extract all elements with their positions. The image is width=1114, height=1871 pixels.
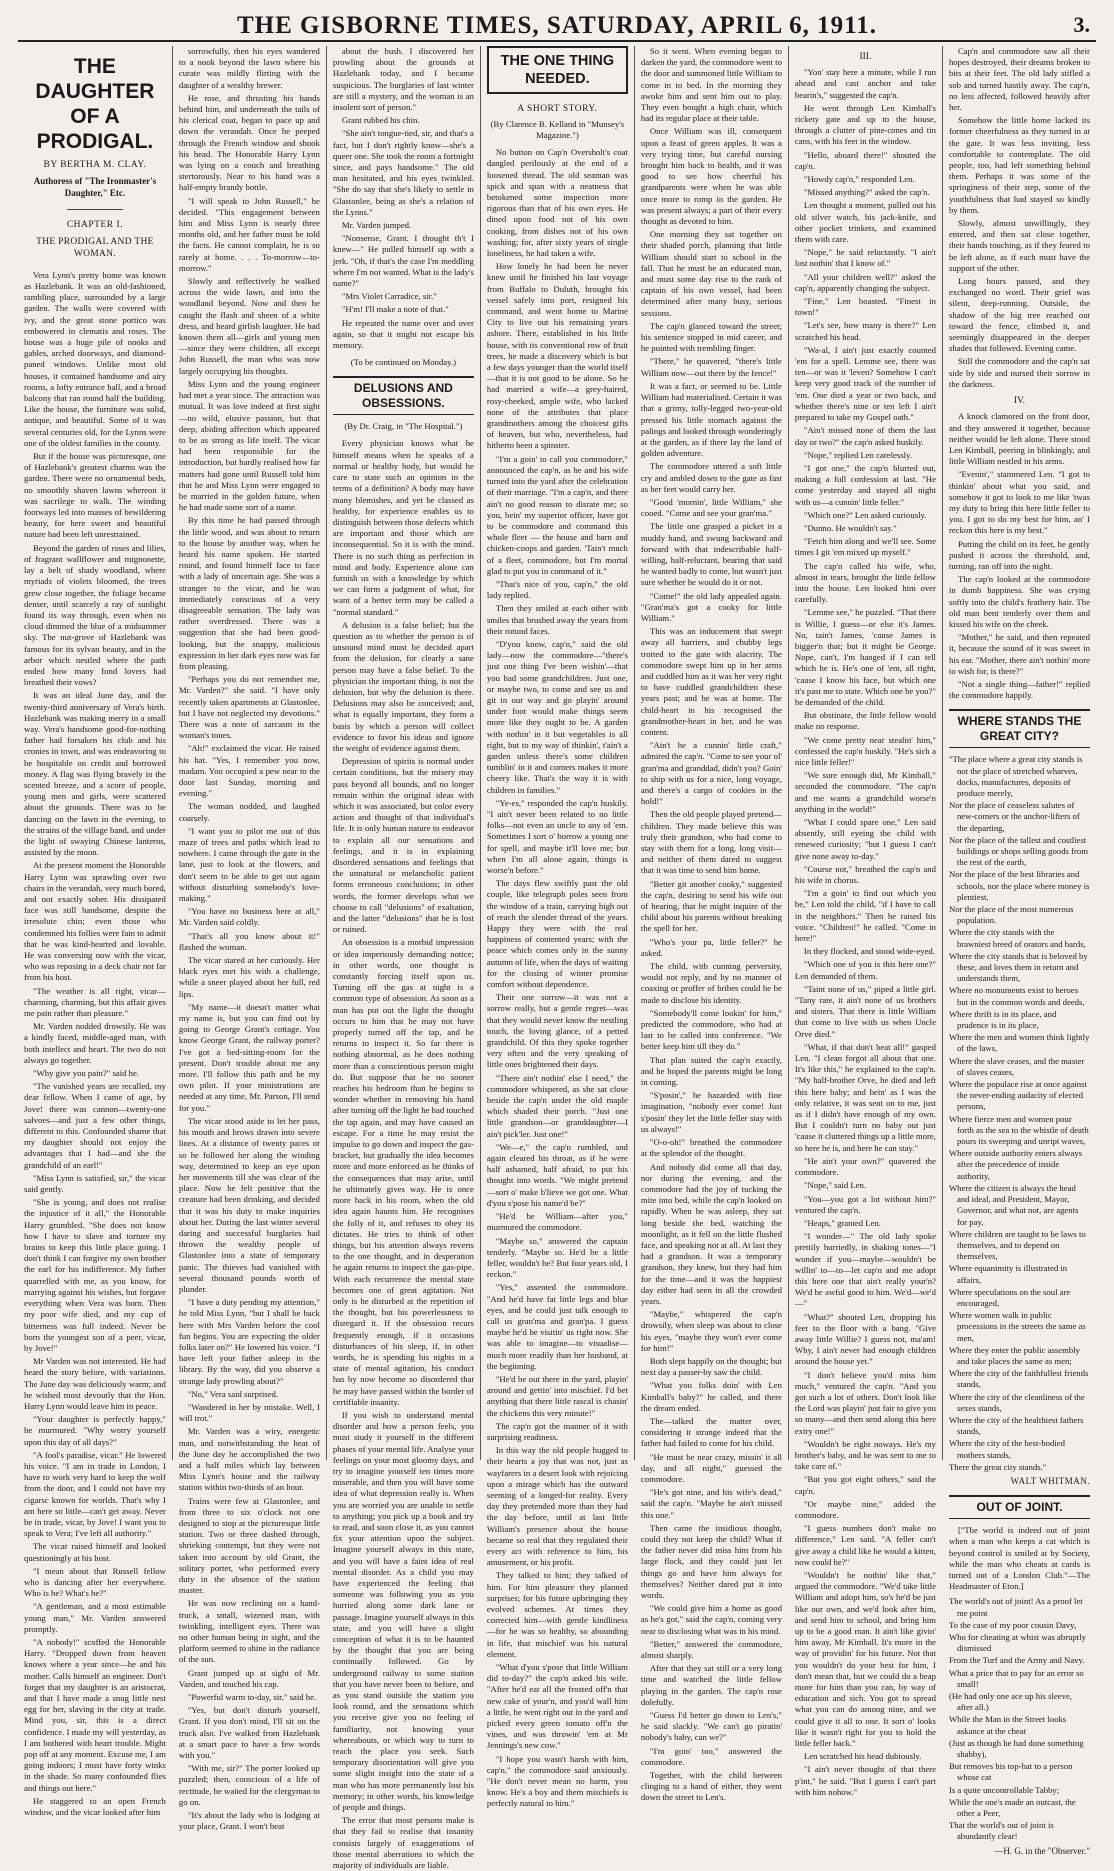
delusions-body (333, 438, 474, 1871)
paragraph: It was a fact, or seemed to be. Little William had materialised. Certain it was that a grimy, tolly-legged two-year-old pressed his little stomach against the palings and looked through wonderingly at the garden, as if there lay the land of golden adventure. (640, 380, 782, 459)
paragraph: "I will speak to John Russell," he decided. "This engagement between him and Miss Lynn is nearly three months old, and her father must be told the facts. He cannot complain, he is so rarely at home. . . . To-morrow—to-morrow." (178, 195, 320, 273)
paragraph: Then came the insidious thought, could they not keep the child? What if the father never did miss him from his large flock, and they could just let things go and have him always for themselves? Neither dared put it into words. (640, 1522, 782, 1601)
paragraph: That the world's out of joint is abundantly clear! (948, 1820, 1054, 1842)
paragraph: So it went. When evening began to darken the yard, the commodore went to the door and summoned little William to come in to bed. In the morning they awoke him and sent him out to play. They even bought a high chair, which had its regular place at their table. (640, 46, 782, 124)
paragraph: Putting the child on its feet, he gently pushed it across the threshold, and, turning, ran off into the night. (948, 538, 1090, 571)
paragraph: Their one sorrow—it was not a sorrow really, but a gentle regret—was that they would never know the nestling touch, the loving glance, of a petted grandchild. Of this they spoke together very often and the very speaking of little ones brightened their days. (486, 992, 628, 1070)
column-2 (172, 46, 326, 1832)
paragraph: "Better," answered the commodore, almost sharply. (640, 1638, 782, 1661)
paragraph: "Heaps," granted Len. (803, 1217, 881, 1228)
paragraph: "Yon' stay here a minute, while I run ahead and cast anchor and take bearin's," suggested the cap'n. (794, 67, 936, 100)
paragraph: "We—e," the cap'n rumbled, and again cleared his throat, as if he were half ashamed, half afraid, to put his thought into words. "We might pretend—sort o' make b'lieve we got one. What d'you s'pose his name'd be?" (486, 1141, 628, 1208)
daughter-byline: BY BERTHA M. CLAY. (43, 160, 147, 170)
paragraph: "He'd be out there in the yard, playin' around and gettin' into mischief. I'd bet anything that there little rascal is chasin' the chickens this very minute!" (486, 1373, 628, 1418)
paragraph: "He's got nine, and his wife's dead," said the cap'n. "Maybe he ain't missed this one." (640, 1487, 782, 1520)
paragraph: The cap'n called his wife, who, almost in tears, brought the little fellow into the house. Len looked him over carefully. (794, 560, 936, 605)
paragraph: "What d'you s'pose that little William did to-day?" the cap'n asked his wife. "After he'd eat all the frosted off'n that new cake of your'n, and you'd wall him a little, he went right out in the yard and picked every green tomato off'n the vines, and was throwin' 'em at Mr Jennings's new cow." (486, 1662, 628, 1751)
joint-headline: OUT OF JOINT. (949, 1495, 1090, 1519)
to-be-continued: (To be continued on Monday.) (350, 357, 456, 368)
city-poem (949, 754, 1090, 1473)
paragraph: The days flew swiftly past the old couple, like telegraph poles seen from the window of a train, carrying high out of reach the slender thread of the years. Happy they were with the real happiness of contented years; with the peace which comes only in the sunny autumn of life, when the days of waiting for the closing of winter promise comfort without dependence. (486, 878, 628, 990)
paragraph: "You—you got a lot without him?" ventured the cap'n. (794, 1193, 936, 1215)
column-7 (942, 46, 1096, 1856)
daughter-body-col3 (333, 46, 474, 351)
paragraph: "Howdy cap'n," responded Len. (803, 174, 915, 185)
paragraph: Still the commodore and the cap'n sat side by side and nursed their sorrow in the darkness. (948, 356, 1090, 389)
part-four: IV. (1013, 396, 1026, 407)
paragraph: Nor the place of the best libraries and schools, nor the place where money is plentiest, (948, 869, 1090, 902)
paragraph: "Yes," assented the commodore. "And he'd have fat little legs and blue eyes, and he could just talk enough to call us gran'ma and gran'pa. I guess maybe he'd be visitin' us right now. She was able to imagine—to visualise—much more readily than her husband, at the beginning. (486, 1282, 628, 1371)
paragraph: Grant jumped up at sight of Mr. Varden, and touched his cap. (178, 1667, 320, 1689)
paragraph: Then they smiled at each other with smiles that brushed away the years from their rotund faces. (486, 603, 628, 636)
paragraph: The child, with cunning perversity, would not reply, and by no manner of coaxing or proffer of bribes could he be made to disclose his identity. (640, 961, 782, 1005)
paragraph: Every physician knows what he himself means when he speaks of a normal or healthy body, but would he care to state such an opinion in the terms of a definition? A body may have many blemishes, and yet be classed as healthy, for experience enables us to distinguish between those defects which are important and those which are inconsequential. So it is with the mind. There is no such thing as perfection in mind and body. Experience alone can furnish us with a knowledge by which we can form a judgment of what, for want of a better term may be called a "normal standard." (332, 438, 474, 617)
paragraph: "Who's your pa, little feller?" he asked. (640, 936, 782, 958)
paragraph: "My name—it doesn't matter what my name is, but you can find out by going to George Grant's cottage. You know George Grant, the railway porter? I've got a bed-sitting-room for the present. Don't trouble about me any more. I'll follow this path and be my own pilot. If your ministrations are needed at any time, Mr. Parson, I'll send for you." (178, 1001, 320, 1113)
paragraph: That plan suited the cap'n exactly, and he hoped the parents might be long in coming. (640, 1054, 782, 1088)
paragraph: While the one's made an outcast, the other a Peer, (948, 1796, 1076, 1819)
paragraph: Mr Varden was not interested. He had heard the story before, with variations. The June day was deliciously warm; and he wished most devoutly that the Hon. Harry Lynn would leave him in peace. (24, 1356, 166, 1411)
paragraph: Mr. Varden was a wiry, energetic man, and notwithstanding the heat of the June day he accomplished the two and a half miles which lay between Miss Lynn's house and the railway station within two-thirds of an hour. (178, 1426, 320, 1493)
paragraph: Long hours passed, and they exchanged no word. Their grief was silent, deep-running. Outside, the shadow of the big tree reached out toward the fence, climbed it, and seemingly disappeared in the deeper shades that followed. Evening came. (948, 276, 1090, 354)
paragraph: "But you got eight others," said the cap'n. (794, 1474, 936, 1496)
paragraph: "Mrs Violet Carradice, sir." (341, 291, 437, 302)
delusions-headline: DELUSIONS AND OBSESSIONS. (333, 376, 474, 415)
paragraph: Mr. Varden jumped. (341, 220, 412, 231)
paragraph: "Somebody'll come lookin' for him," predicted the commodore, who had at last to be called into conference. "We better keep him till they do." (640, 1007, 782, 1052)
daughter-body-col2 (179, 46, 320, 1832)
divider (67, 209, 124, 210)
paragraph: "S'posin'," he hazarded with fine imagination, "nobody ever come! Just s'posin' they let the little feller stay with us always!" (640, 1090, 782, 1134)
paragraph: No button on Cap'n Oversholt's coat dangled perilously at the end of a loosened thread. The old seaman was spick and span with a neatness that betokened some inspection more rigorous than that of his own eyes. He dined upon food not of his own cooking, from dishes not of his own washing; for, after sixty years of single loneliness, he had taken a wife. (486, 147, 628, 259)
paragraph: "Maybe," whispered the cap'n drowsily, when sleep was about to close his eyes, "maybe they won't ever come for him!" (640, 1309, 782, 1353)
paragraph: "Not a single thing—father!" replied the commodore happily. (948, 678, 1090, 701)
column-4 (480, 46, 634, 1809)
paragraph: "Course not," breathed the cap'n and his wife in chorus. (794, 863, 936, 886)
paragraph: "She ain't tongue-tied, sir, and that's a fact, but I don't rightly know—she's a queer one. She took the room a fortnight since, and pays handsome." The old man hesitated, and his eyes twinkled. "She do say that she's likely to settle in Glastonlee, being as she's a relation of the Lynns." (332, 128, 474, 217)
paragraph: "A fool's paradise, vicar." He lowered his voice. "I am in trade in London, I have to work very hard to keep the wolf from the door, and I could not have my cigarsc known for worlds. That's why I am here so little—can't get away. Never be in trade, vicar, by Jove! I want you to speak to Vera; I've left all authority." (24, 1449, 166, 1539)
paragraph: Slowly and reflectively he walked across the wide lawn, and into the woodland beyond. Now and then he caught the flash and sheen of a white dress, and heard girlish laughter. He had known them all—girls and young men—since they were children, all except John Russell, the man who was now largely occupying his thoughts. (178, 276, 320, 376)
city-headline: WHERE STANDS THE GREAT CITY? (949, 709, 1090, 748)
paragraph: The—talked the matter over, considering it strange indeed that the father had failed to come for his child. (640, 1415, 782, 1449)
chapter-title: THE PRODIGAL AND THE WOMAN. (36, 237, 154, 259)
daughter-headline: THE DAUGHTER OF A PRODIGAL. (35, 55, 155, 153)
paragraph: Where fierce men and women pour forth as the sea to the whistle of death pours its sweeping and unript waves, (948, 1113, 1089, 1147)
paragraph: Where the slave ceases, and the master of slaves ceases, (948, 1055, 1085, 1077)
column-3 (326, 46, 480, 1871)
paragraph: Where the men and women think lightly of the laws, (948, 1032, 1090, 1054)
paragraph: "Or maybe nine," added the commodore. (794, 1498, 936, 1520)
daughter-author-note: Authoress of "The Ironmaster's Daughter," Etc. (33, 176, 157, 199)
paragraph: "Perhaps you do not remember me, Mr. Varden?" she said. "I have only recently taken apartments at Glastonlee, but I have not neglected my devotions." There was a note of sarcasm in the woman's tones. (178, 674, 320, 741)
paragraph: "I'm a goin' to find out which you be," Len told the child, "if I have to call in the neighbors." Then he raised his voice. "Children!" he called. "Come in here!" (794, 888, 936, 944)
paragraph: "Yes, but don't disturb yourself, Grant. If you don't mind, I'll sit on the truck also. I've walked from Hazlebank at a smart pace to have a few words with you." (178, 1705, 320, 1761)
part-three: III. (859, 52, 872, 62)
paragraph: (He had only one ace up his sleeve, after all.) (948, 1691, 1072, 1713)
paragraph: "I'm goin' too," answered the commodore. (640, 1745, 782, 1767)
paragraph: "Hello, aboard there!" shouted the cap'n. (794, 149, 936, 171)
paragraph: What a price that to pay for an error so small! (948, 1667, 1084, 1689)
paragraph: "Ain't he a cunnin' little craft," admired the cap'n. "Come to see your ol' gran'ma and granddad, didn't you? Goin' to ship with us for a nice, long voyage, and there's a cargo of cookies in the hold!" (640, 740, 782, 807)
paragraph: "That's nice of you, cap'n," the old lady replied. (486, 578, 628, 601)
paragraph: "The vanished years are recalled, my dear fellow. When I came of age, by Jove! there was cannon—twenty-one salvoes—and just a few other things, different to this. Confounded shame that my daughter should not enjoy the advantages that I had—and she the grandchild of an earl!" (24, 1081, 166, 1170)
paragraph: Is a quite uncontrollable Tabby; (948, 1784, 1060, 1795)
paragraph: "Let's see, how many is there?" Len scratched his head. (794, 320, 936, 342)
paragraph: "Lemme see," he puzzled. "That there is Willie, I guess—or else it's James. No, tain't James, 'cause James is bigger'n that; but it might be George. Nope, can't, I'm hanged if I can tell which he is. He's one of 'em, all right, 'cause I know his face, but which one it's past me to state. Which one be you?" he demanded of the child. (794, 607, 936, 707)
newspaper-title: THE GISBORNE TIMES, SATURDAY, APRIL 6, 1911. (236, 12, 877, 39)
paragraph: The vicar stood aside to let her pass, his mouth and brows drawn into severe lines. At a distance of twenty paces or so he followed her along the winding way, determined to keep an eye upon her movements till she was clear of the place. Now he felt positive that the creature had been drinking, and decided that it was his duty to make inquiries about her. During the last winter several daring and successful burglaries had thrown the wealthy people of Glastonlee into a state of temporary panic. The thieves had vanished with several thousand pounds worth of plunder. (178, 1115, 320, 1294)
onething-credit: (By Clarence B. Kelland in "Munsey's Magazine.") (490, 119, 625, 141)
paragraph: Mr. Varden nodded drowsily. He was a kindly faced, middle-aged man, with both intellect and heart. The two do not always go together. (24, 1021, 166, 1065)
paragraph: "O-o-oh!" breathed the commodore at the splendor of the thought. (640, 1137, 782, 1159)
paragraph: Where outside authority enters always after the precedence of inside authority, (948, 1148, 1083, 1181)
paragraph: "H'm! I'll make a note of that." (341, 304, 449, 315)
paragraph: "She is young, and does not realise the injustice of it all," the Honorable Harry grumbled. "She does not know how I have to slave and torture my brains to keep this little place going. I don't think I can forgive my own brother the earl for his indifference. My father quarrelled with me, as you know, for marrying against his wishes, but forgave everything when Vera was born. Then my poor wife died, and my cup of bitterness was full indeed. Never be born the youngest son of a peer, vicar, by Jove!" (24, 1197, 166, 1353)
paragraph: Where the city of the faithfullest friends stands, (948, 1368, 1089, 1390)
joint-poem (949, 1596, 1090, 1842)
paragraph: "Nope," said Len. (803, 1180, 867, 1191)
onething-subtitle: A SHORT STORY. (517, 104, 598, 114)
paragraph: "D'you know, cap'n," said the old lady—now the commodore—"there's just one thing I've been wishin'—that you had some grandchildren. Just one, or maybe two, to come and see us and git in our way and go playin' around under foot would make things seem more like they ought to be. A garden with nothin' in it but vegetables is all right, but to my way of thinkin', t'ain't a garden unless there's some children tumblin' in it and corners makes it more cheery like. That's the way it is with children in families." (486, 638, 628, 795)
paragraph: Nor the place of the most numerous population. (948, 904, 1074, 926)
paragraph: Nor the place of the tallest and costliest buildings or shops selling goods from the rest of the earth, (948, 834, 1088, 868)
paragraph: They talked to him; they talked of him. For him pleasure they planned surprises; for his future upbringing they evolved schemes. At times they corrected him—with gentle kindliness—for he was so healthy, so abounding in life, that mischief was his natural element. (486, 1570, 628, 1659)
paragraph: Where children are taught to be laws to themselves, and to depend on themselves, (948, 1228, 1086, 1262)
paragraph: One morning they sat together on their shaded porch, planning that little William should start to school in the fall. That he must be an educated man, and must some day rise to the rank of captain of his own vessel, had been determined after many busy, serious sessions. (640, 229, 782, 318)
paragraph: But if the house was picturesque, one of Hazlebank's greatest charms was the garden. There were no ornamental beds, no smoothly shaven lawns whereon it was sacrilege to walk. The winding footways led into masses of bewildering beauty, for here sweet and beautiful nature had been left unrestrained. (24, 451, 166, 540)
paragraph: Together, with the child between clinging to a hand of either, they went down the street to Len's. (640, 1770, 782, 1803)
paragraph: Then the old people played pretend—children. They made believe this was truly their grandson, who had come to stay with them for a long, long visit—and neither of them dared to suggest that it was time to send him home. (640, 809, 782, 876)
paragraph: And nobody did come all that day, nor during the evening, and the commodore had the joy of tucking the mite into bed, while the cap'n looked on rapidly. When he was asleep, they sat long beside the bed, watching the moonlight, as it fell on the little flushed face, and speaking not at all. At last they had a grandson. It was a temporary grandson, they knew, but they had him for the time—and it was the happiest day either had seen in all the crowded years. (640, 1161, 782, 1306)
paragraph: It was an ideal June day, and the twenty-third anniversary of Vera's birth. Hazlebank was making merry in a small way. Vera's handsome good-for-nothing father had forsaken his club and his cronies in town, and was endeavoring to be hospitable on credit and borrowed money. A flag was flying bravely in the scented breeze, and a score of people, young men and girls, were scattered about the grounds. There was to be dancing on the lawn in the evening, to the strains of the village band, and under the light of swaying Chinese lanterns, assisted by the moon. (24, 690, 166, 858)
paragraph: "Dunno. He wouldn't say." (803, 522, 897, 533)
paragraph: He repeated the name over and over again, so that it might not escape his memory. (332, 317, 474, 351)
paragraph: "Nonsense, Grant. I thought th't I knew—" He pulled himself up with a jerk. "Oh, if that's the case I'm meddling where I'm not wanted. What is the lady's name?" (332, 233, 474, 289)
paragraph: Depression of spirits is normal under certain conditions, but the misery may pass beyond all bounds, and no longer remain within the original ideas with which it was associated, but color every action and thought of that individual's life. It is only human nature to endeavor to explain all our sensations and feelings, and it is in explaining disordered sensations and feelings that the unnatural or melancholic patient forms erroneous conclusions; in other words, the former develops what we choose to call "delusions" of exaltation, and the latter "delusions" that he is lost or ruined. (332, 756, 474, 935)
paragraph: Somehow the little home lacked its former cheerfulness as they turned in at the gate. It was less inviting, less comfortable to contemplate. The old people, too, had left something behind them. Perhaps it was some of the springiness of their step, some of the youthfulness that had stayed so kindly by them. (948, 115, 1090, 215)
paragraph: Nor the place of ceaseless salutes of new-comers or the anchor-lifters of the departing, (948, 800, 1080, 833)
paragraph: "Nope," replied Len carelessly. (803, 449, 913, 460)
paragraph: He was now reclining on a hand-truck, a small, wizened man, with twinkling, intelligent eyes. There was no other human being in sight, and the platform seemed to shine in the radiance of the sun. (178, 1598, 320, 1665)
paragraph: An obsession is a morbid impression or idea imperiously demanding notice; in other words, one thought is constantly forcing itself upon us. Turning off the gas at night is a common type of obsession. As soon as a man has put out the light the thought occurs to him that he may not have properly turned off the tap, and he returns to inspect it. So far there is nothing abnormal, as he does nothing more than a conscientious person might do. But suppose that he no sooner reaches his bedroom than he begins to wonder whether in removing his hand after turning off the light he had touched the tap again, and may have caused an escape. For a time he may resist the impulse to go down and inspect the gas-bracket, but gradually the idea becomes more and more enforced as he thinks of the consequences that may arise, until he ultimately gives way. He is once more back in his room, when the old idea again haunts him. He recognises the folly of it, and refuses to obey its dictates. He tries to think of other things, but his attention always reverts to the one thought, and in desperation he again returns to inspect the gas-pipe. With each recurrence the mental state becomes one of great agitation. Not only is he disturbed at the repetition of the thought, but his powerlessness to disregard it. If the obsession recurs frequently enough, if it occasions disturbances of his sleep, if, in other words, he is spending his nights in a state of mental agitation, his conduct has by now become so disordered that he may have passed within the border of certifiable insanity. (332, 937, 474, 1407)
paragraph: (Just as though he had done something shabby), (948, 1737, 1084, 1760)
paragraph: In this way the old people hugged to their hearts a joy that was not, just as wayfarers in a desert look with rejoicing upon a mirage which has the outward seeming of a longed-for reality. Every day they pretended more than they had the day before, until at last little William's presence about the house became so real that they regulated their every act with reference to him, his amusement, or his profit. (486, 1445, 628, 1568)
paragraph: "The weather is all right, vicar—charming, charming, but this affair gives me pain rather than pleasure." (24, 985, 166, 1019)
paragraph: "You have no business here at all," Mr. Varden said coldly. (178, 906, 320, 928)
paragraph: Slowly, almost unwillingly, they entered, and then sat close together, their hands touching, as if they feared to be left alone, as if each must have the support of the other. (948, 218, 1090, 273)
paragraph: "Fetch him along and we'll see. Some times I git 'em mixed up myself." (794, 536, 936, 558)
paragraph: "That's all you know about it!" flashed the woman. (178, 930, 320, 952)
paragraph: Where the city of the healthiest fathers stands, (948, 1414, 1084, 1437)
paragraph: Where they enter the public assembly and take places the same as men; (948, 1344, 1080, 1366)
onething-body-col7b (949, 411, 1090, 701)
paragraph: There the great city stands." (948, 1461, 1047, 1472)
paragraph: How lonely he had been he never knew until he finished his last voyage from Buffalo to Duluth, brought his vessel safely into port, resigned his command, and went home to Marine City to live out his remaining years ashore. There, established in his little house, with its conventional row of fruit trees, he made a discovery which is but a few days younger than the world itself—that it is not good to be alone. So he had married a wife—a grey-haired, rosy-cheeked, ample wife, who lacked none of the attributes that place grandmothers among the choicest gifts of heaven, but who, nevertheless, had hitherto been a spinster. (486, 261, 628, 451)
paragraph: After that they sat still or a very long time and watched the little fellow playing in the garden. The cap'n rose dolefully. (640, 1663, 782, 1707)
paragraph: Where speculations on the soul are encouraged, (948, 1286, 1071, 1308)
paragraph: From the Turf and the Army and Navy. (948, 1655, 1085, 1666)
paragraph: "He ain't your own?" quavered the commodore. (794, 1155, 936, 1178)
paragraph: "Missed anything?" asked the cap'n. (803, 187, 930, 198)
masthead (18, 10, 1096, 42)
paragraph: "Come!" the old lady appealed again. "Gran'ma's got a cooky for little William." (640, 590, 782, 623)
paragraph: Beyond the garden of roses and lilies, of fragrant wallflower and mignonette, lay a belt of shady woodland, where myriads of violets bloomed, the trees grew close together, the foliage became denser, until scarcely a ray of sunlight found its way through, even when no cloud dimmed the blue of a midsummer sky. The nut-grove of Hazlebank was famous for its sylvan beauty, and in the arbor which nestled where the path ended how many fond lovers had breathed their vows? (24, 542, 166, 688)
paragraph: "It's about the lady who is lodging at your place, Grant. I won't beat (178, 1810, 320, 1832)
paragraph: "He must be near crazy, missin' it all day, and all night," guessed the commodore. (640, 1451, 782, 1484)
paragraph: "A nobody!" scoffed the Honorable Harry. "Dropped down from heaven knows where a year since—he and his mother. Calls himself an engineer. Don't forget that my daughter is an aristocrat, and that I have made a snug little nest egg for her, slaving in the city at trade. Mind you, sir, this is a direct confidence. I made my will yesterday, as I am bothered with heart trouble. Might pop off at any moment. Excuse me, I am going indoors; I must have forty winks in the shade. So many confounded flies and things out here." (24, 1636, 166, 1793)
paragraph: "All your children well?" asked the cap'n, apparently changing the subject. (794, 271, 936, 293)
paragraph: "What, if that don't beat all!" gasped Len. "I clean forgot all about that one. It's like this," he explained to the cap'n. "My half-brother Orve, he died and left this here baby; and bein' as I was the only relative, it was sent on to me, just as if I didn't have enough of my own. But I couldn't turn no baby out just 'cause it cluttered things up a little more, so here he is, and here he can stay." (794, 1041, 936, 1153)
paragraph: "Maybe so," answered the captain tenderly. "Maybe so. He'd be a little feller, wouldn't he? But four years old, I reckon." (486, 1235, 628, 1280)
paragraph: Where thrift is in its place, and prudence is in its place, (948, 1008, 1057, 1031)
paragraph: "We come pretty near stealin' him," confessed the cap'n huskily. "He's sich a nice little feller!" (794, 734, 936, 767)
paragraph: "Nope," he said reluctantly. "I ain't lost nothin' that I know of." (794, 247, 936, 269)
paragraph: "What I could spare one," Len said absently, still eyeing the child with renewed curiosity; "but I guess I can't give none away to-day." (794, 817, 936, 861)
paragraph: Cap'n and commodore saw all their hopes destroyed, their dreams broken to bits at their feet. The old lady stifled a sob and turned hastily away. The cap'n, no less affected, followed heavily after her. (948, 46, 1090, 113)
paragraph: The woman nodded, and laughed coarsely. (178, 801, 320, 823)
paragraph: "Mother," he said, and then repeated it, because the sound of it was sweet in his ear. "Mother, there ain't nothin' more to wish for, is there?" (948, 632, 1090, 676)
paragraph: "Wandered in her by mistake. Well, I will trot." (178, 1401, 320, 1424)
paragraph: "Your daughter is perfectly happy," he murmured. "Why worry yourself upon this day of all days?" (24, 1414, 166, 1447)
paragraph: Where equanimity is illustrated in affairs, (948, 1263, 1068, 1285)
paragraph: "I want you to pilot me out of this maze of trees and paths which lead to nowhere. I came through the gate in the lane, just to look at the flowers, and don't seem to be able to get out again without disturbing somebody's love-making." (178, 825, 320, 904)
paragraph: "With me, sir?" The porter looked up puzzled; then, conscious of a life of rectitude, he waited for the clergyman to go on. (178, 1763, 320, 1807)
paragraph: "Ain't missed none of them the last day or two?" the cap'n asked huskily. (794, 425, 936, 447)
paragraph: about the bush. I discovered her prowling about the grounds at Hazlebank today, and I became suspicious. The burglaries of last winter are still a mystery, and the woman is an insolent sort of person." (332, 46, 474, 113)
paragraph: A knock clamored on the front door, and they answered it together, because neither would be left alone. There stood Len Kimball, peering in blinkingly, and little William nestled in his arms. (948, 411, 1090, 467)
paragraph: "What you folks doin' with Len Kimball's baby?" he called, and there the dream ended. (640, 1380, 782, 1413)
paragraph: Where the citizen is always the head and ideal, and President, Mayor, Governor, and what not, are agents for pay, (948, 1182, 1079, 1227)
onething-body-col7 (949, 46, 1090, 390)
paragraph: To the case of my poor cousin Davy, (948, 1619, 1077, 1630)
paragraph: Len scratched his head dubiously. (803, 1751, 922, 1762)
page-number: 3. (1073, 12, 1090, 37)
paragraph: In they flocked, and stood wide-eyed. (803, 946, 935, 957)
paragraph: Len thought a moment, pulled out his old silver watch, his jack-knife, and other pocket trinkets, and examined them with care. (794, 200, 936, 245)
paragraph: The cap'n looked at the commodore in dumb happiness. She was crying softly into the child's feathery hair. The old man bent tenderly over them and kissed his wife on the cheek. (948, 574, 1090, 629)
paragraph: "What?" shouted Len, dropping his feet to the floor with a bang. "Give away little Willie? I guess not, ma'am! Why, I ain't never had enough children around the house yet." (794, 1311, 936, 1367)
paragraph: Where the populace rise at once against the never-ending audacity of elected persons, (948, 1079, 1087, 1112)
paragraph: Both slept happily on the thought; but next day a passer-by saw the child. (640, 1355, 782, 1378)
column-1 (18, 46, 172, 1818)
paragraph: "Why give you pain?" said he. (33, 1068, 140, 1079)
paragraph: "Wa-al, I ain't just exactly counted 'em for a spell. Lemme see, there was ten—or was it 'leven? Somehow I can't keep very good track of the number of 'em. One died a year or two back, and whether there's nine or ten left I ain't prepared to take my Gospel oath." (794, 344, 936, 423)
paragraph: "Which one of you is this here one?" Len demanded of them. (794, 959, 936, 981)
paragraph: He staggered to an open French window, and the vicar looked after him (24, 1795, 166, 1818)
paragraph: The world's out of joint! As a proof let me point (948, 1596, 1083, 1618)
paragraph: The vicar stared at her curiously. Her black eyes met his with a challenge, while a sneer played about her full, red lips. (178, 955, 320, 999)
paragraph: By this time he had passed through the little wood, and was about to return to the house by another way, when he heard his name spoken. He started round, and found himself face to face with a lady of uncertain age. She was a stranger to the vicar, and he was immediately conscious of a very disagreeable sensation. The lady was rather overdressed. There was a suggestion that she had been good-looking, but the snappy, malicious expression in her dark eyes now was far from pleasing. (178, 515, 320, 671)
city-author: WALT WHITMAN. (1010, 1475, 1090, 1486)
paragraph: Where women walk in public processions in the streets the same as men, (948, 1310, 1086, 1343)
paragraph: Trains were few at Glastonlee, and from three to six o'clock not one designed to stop at the picturesque little station. Two or three dashed through, shrieking contempt, but they were not taken into account by old Grant, the solitary porter, who performed every duty in the absence of the station master. (178, 1495, 320, 1596)
paragraph: Who for cheating at whist was abruptly dismissed (948, 1632, 1086, 1654)
paragraph: "I ain't never thought of that there p'int," he said. "But I guess I can't part with him nohow." (794, 1764, 936, 1797)
paragraph: "Fine," Len boasted. "Finest in town!" (794, 296, 936, 318)
paragraph: "Ah!" exclaimed the vicar. He raised his hat. "Yes, I remember you now, madam. You occupied a pew near to the door last Sunday, morning and evening." (178, 743, 320, 799)
onething-body-col6 (795, 67, 936, 1798)
paragraph: The error that most persons make is that they fail to realise that insanity consists largely of exaggerations of those mental aberrations to which the majority of individuals are liable. (332, 1815, 474, 1871)
paragraph: "Good 'mornin', little William," she cooed. "Come and see your gran'ma." (640, 496, 782, 519)
chapter-number: CHAPTER I. (66, 220, 124, 231)
paragraph: "There," he quavered, "there's little William now—out there by the fence!" (640, 356, 782, 378)
joint-intro: ["The world is indeed out of joint when a man who keeps a cat which is beyond control is smiled at by Society, while the man who cheats at cards is turned out of a London Club."—The Headmaster of Eton.] (948, 1525, 1090, 1592)
paragraph: "I mean about that Russell fellow who is dancing after her everywhere. Who is he? What's he?" (24, 1565, 166, 1599)
newspaper-columns (18, 46, 1096, 1871)
paragraph: "The place where a great city stands is not the place of stretched wharves, docks, manufactures, deposits of produce merely, (948, 754, 1083, 798)
paragraph: Grant rubbed his chin. (341, 115, 420, 126)
paragraph: "I got one," the cap'n blurted out, making a full confession at last. "He come yesterday and stayed all night with us—a cunnin' little feller." (794, 462, 936, 507)
paragraph: "We sure enough did, Mr Kimball," seconded the commodore. "The cap'n and me wants a grandchild worse'n anything in the world!" (794, 770, 936, 814)
daughter-body-col1 (24, 270, 166, 1818)
paragraph: "There ain't nothin' else I need," the commodore whispered, as she sat close beside the cap'n under the old maple which shaded their porch. "Just one little grandson—or granddaughter—I ain't pick'ler. Just one!" (486, 1072, 628, 1139)
paragraph: If you wish to understand mental disorder and how a person feels, you must study it yourself in the different phases of your mental life. Analyse your feelings on your most gloomy days, and try to imagine yourself ten times more miserable, and then you will have some idea of what depression really is. When you are worried you are unable to settle to anything; you pick up a book and try to read, and soon close it, as you cannot fix your attention upon the subject. Imagine yourself always in this state, and you will have a faint idea of real mental disorder. As a child you may have experienced the feeling that someone was following you as you hurried along some dark lane or passage. Imagine yourself always in this state, and you will have a slight conception of what it is to be haunted by the thought that you are being continually followed. Go by underground railway to some station that you have never been to before, and as you stand outside the station you look round, and the sensations which you receive give you no feeling of familiarity, not knowing your whereabouts, or which way to turn to reach the place you seek. Such temporary disorientation will give you some slight insight into the state of a man who has more permanently lost his memory; in other words, his knowledge of people and things. (332, 1409, 474, 1813)
paragraph: He went through Len Kimball's rickety gate and up to the house, through a clutter of pine-cones and tin cans, with his feet in the window. (794, 102, 936, 147)
onething-headline: THE ONE THING NEEDED. (487, 46, 628, 94)
paragraph: "He'd be William—after you," murmured the commodore. (486, 1211, 628, 1233)
paragraph: Where the city of the best-bodied mothers stands, (948, 1438, 1065, 1460)
paragraph: He rose, and thrusting his hands behind him, and underneath the tails of his clerical coat, began to pace up and down the verandah. Once he peeped through the French window and shook his head. The Honorable Harry Lynn was lying on a couch and breathing stertorously. Near to his hand was a half-empty brandy bottle. (178, 92, 320, 193)
paragraph: "Ye-es," responded the cap'n huskily. "I ain't never been related to no little folks—not even an uncle to any of 'em. Sometimes I sort o' borrow a young one for spell, and maybe it'll love me; but when I'm all alone again, things is worse'n before." (486, 797, 628, 875)
paragraph: Where the city of the cleanliness of the sexes stands, (948, 1391, 1085, 1413)
paragraph: Where no monuments exist to heroes but in the common words and deeds, (948, 985, 1085, 1007)
paragraph: The commodore uttered a soft little cry and ambled down to the gate as fast as her feet would carry her. (640, 461, 782, 494)
delusions-credit: (By Dr. Craig, in "The Hospital.") (344, 421, 463, 432)
paragraph: "I'm a goin' to call you commodore," announced the cap'n, as he and his wife turned into the yard after the celebration of their marriage. "I'm a cap'n, and there ain't no good reason to disrate me; so you, bein' my superior officer, have got to be commodore and command this whole fleet — the house and barn and chicken-coops and garden. 'Tain't much of a fleet, commodore, but I'm mortal glad to put you in command of it." (486, 453, 628, 576)
column-6 (788, 46, 942, 1797)
paragraph: "Wouldn't be right noways. He's my brother's baby, and he was sent to me to take care of." (794, 1438, 936, 1472)
paragraph: Once William was ill, consequent upon a feast of green apples. It was a very trying time, but careful nursing brought him back to health, and it was good to see how cheerful his grandparents were when he was able once more to romp in the garden. He was present always; a part of their every thought as devoted to him. (640, 126, 782, 227)
paragraph: "I hope you wasn't harsh with him, cap'n," the commodore said anxiously. "He don't never mean no harm, you know. He's a boy and them mischiefs is perfectly natural to him." (486, 1753, 628, 1809)
paragraph: "I guess numbers don't make no difference," Len said. "A feller can't give away a child like he would a kitten, now could he?" (794, 1523, 936, 1567)
paragraph: sorrowfully, then his eyes wandered to a nook beyond the lawn where his curate was mildly flirting with the daughter of a wealthy brewer. (178, 46, 320, 90)
onething-body-col5 (641, 46, 782, 1804)
paragraph: A delusion is a false belief; but the question as to whether the person is of unsound mind must be decided apart from the delusion, for clearly a sane person may have a false belief. To the physician the important thing, is not the delusion, but why the delusion is there. Delusions may also be conceived; and, what is equally important, they form a basis by which a person will collect evidence to favor his ideas and ignore the weight of evidence against them. (332, 619, 474, 753)
onething-body-col4 (487, 147, 628, 1809)
paragraph: "Which one?" Len asked curiously. (803, 509, 927, 520)
paragraph: "No," Vera said surprised. (187, 1388, 279, 1399)
paragraph: The vicar raised himself and looked questioningly at his host. (24, 1541, 166, 1563)
paragraph: Miss Lynn and the young engineer had met a year since. The attraction was mutual. It was love indeed at first sight—no wild, elusive passion, but that deep, abiding affection which appeared to be as strong as life itself. The vicar had been responsible for the introduction, but hardly realised how far matters had gone until Russell told him that he and Miss Lynn were engaged to be married in the golden future, when he had made some sort of a name. (178, 378, 320, 513)
column-5 (634, 46, 788, 1803)
paragraph: Where the city stands that is beloved by these, and loves them in return and understands them, (948, 950, 1088, 984)
paragraph: "Miss Lynn is satisfied, sir," the vicar said gently. (24, 1172, 166, 1195)
paragraph: "I wonder—" The old lady spoke prettily hurriedly, in shaking tones—"I wonder if you—maybe—wouldn't be willin' to—to—let cap'n and me adopt this here one that ain't really your'n? We'd be awful good to him. We'd—we'd—" (794, 1231, 936, 1309)
paragraph: "I have a duty pending my attention," he told Miss Lynn, "but I shall be back here with Mrs Varden before the cool fun begins. You are expecting the older folks later on?" He lowered his voice. "I have left your father asleep in the library. By the way, did you observe a strange lady prowling about?" (178, 1297, 320, 1386)
paragraph: "Wouldn't be nothin' like that," argued the commodore. "We'd take little William and adopt him, so's he'd be just like our own, and we'd look after him, and send him to school, and bring him up to be a good man. It ain't like givin' him away, Mr Kimball. It's more in the way of providin' for his future. Not that you wouldn't do your best for him, I don't mean that, but we could do a heap more for him than you can, by way of education and sich. You got to spread what you can do among nine, and we could give it all to one. It sort o' looks like it wasn't right for you to hold the little feller back." (794, 1570, 936, 1749)
paragraph: This was an inducement that swept away all barriers, and chubby legs trotted to the gate with alacrity. The commodore swept him up in her arms and cuddled him as it was her very right to have cuddled grandchildren these years past; and he was at home. The child-heart in his recognised the grandmother-heart in her, and he was content. (640, 626, 782, 737)
paragraph: But obstinate, the little fellow would make no response. (794, 710, 936, 732)
paragraph: "We could give him a home as good as he's got," said the cap'n, coming very near to disclosing what was in his mind. (640, 1603, 782, 1636)
paragraph: "Powerful warm to-day, sir," said he. (187, 1692, 317, 1703)
paragraph: "Evenin'," stammered Len. "I got to thinkin' about what you said, and somehow it got to look to me like 'twas my duty to bring this here little feller to you. I got to do my best for him, an' I reckon this here is my best." (948, 469, 1090, 536)
paragraph: "Guess I'd better go down to Len's," he said slackly. "We can't go piratin' nobody's baby, can we?" (640, 1710, 782, 1743)
paragraph: The cap'n glanced toward the street; his sentence stopped in mid career, and he pointed with trembling finger. (640, 320, 782, 354)
paragraph: The little one grasped a picket in a muddy hand, and swung backward and forward with that indescribable half-willing, half-reluctant, bearing that said he wanted badly to come, but wasn't just sure whether he would do it or not. (640, 521, 782, 588)
joint-signature: —H. G. in the "Observer." (994, 1845, 1090, 1856)
paragraph: Vera Lynn's pretty home was known as Hazlebank. It was an old-fashioned, rambling place, surrounded by a large garden. The walls were covered with ivy, and the great stone portico was embowered in clematis and roses. The house was a huge pile of nooks and gables, arched doorways, and diamond-paned windows. Unlike most old houses, it contained handsome and airy rooms, a lofty entrance hall, and a broad balcony that ran round half the building. Like the house, the furniture was solid, antique, and beautiful. Some of it was several centuries old, for the Lynns were one of the oldest families in the county. (24, 269, 166, 448)
paragraph: Where the city stands with the brawniest breed of orators and bards, (948, 927, 1086, 949)
paragraph: At the present moment the Honorable Harry Lynn was sprawling over two chairs in the verandah, very much bored, and not exactly sober. His dissipated face was still handsome, despite the irresolute chin; even those who condemned his follies were fain to admit that he was kind-hearted and lovable. He was conversing now with the vicar, who was reposing in a deck chair not far from his host. (24, 860, 166, 983)
paragraph: While the Man in the Street looks askance at the cheat (948, 1714, 1067, 1736)
paragraph: "A gentleman, and a most estimable young man," Mr. Varden answered promptly. (24, 1601, 166, 1634)
paragraph: "Better git another cooky," suggested the cap'n, desiring to send his wife out of hearing, that he might inquire of the child about his parents without breaking the spell for her. (640, 878, 782, 934)
paragraph: The cap'n got the manner of it with surprising readiness. (486, 1420, 628, 1442)
paragraph: "I don't believe you'd miss him much," ventured the cap'n. "And you got such a lot of others. Don't look like the Lord was playin' just fair to give you so many—and then send along this here extry one!" (794, 1369, 936, 1436)
paragraph: "Taint none of us," piped a little girl. "Tany rate, it ain't none of us brothers and sisters. That there is little William that come to live with us when Uncle Orve died." (794, 983, 936, 1039)
paragraph: But removes his top-hat to a person whose cat (948, 1761, 1073, 1783)
